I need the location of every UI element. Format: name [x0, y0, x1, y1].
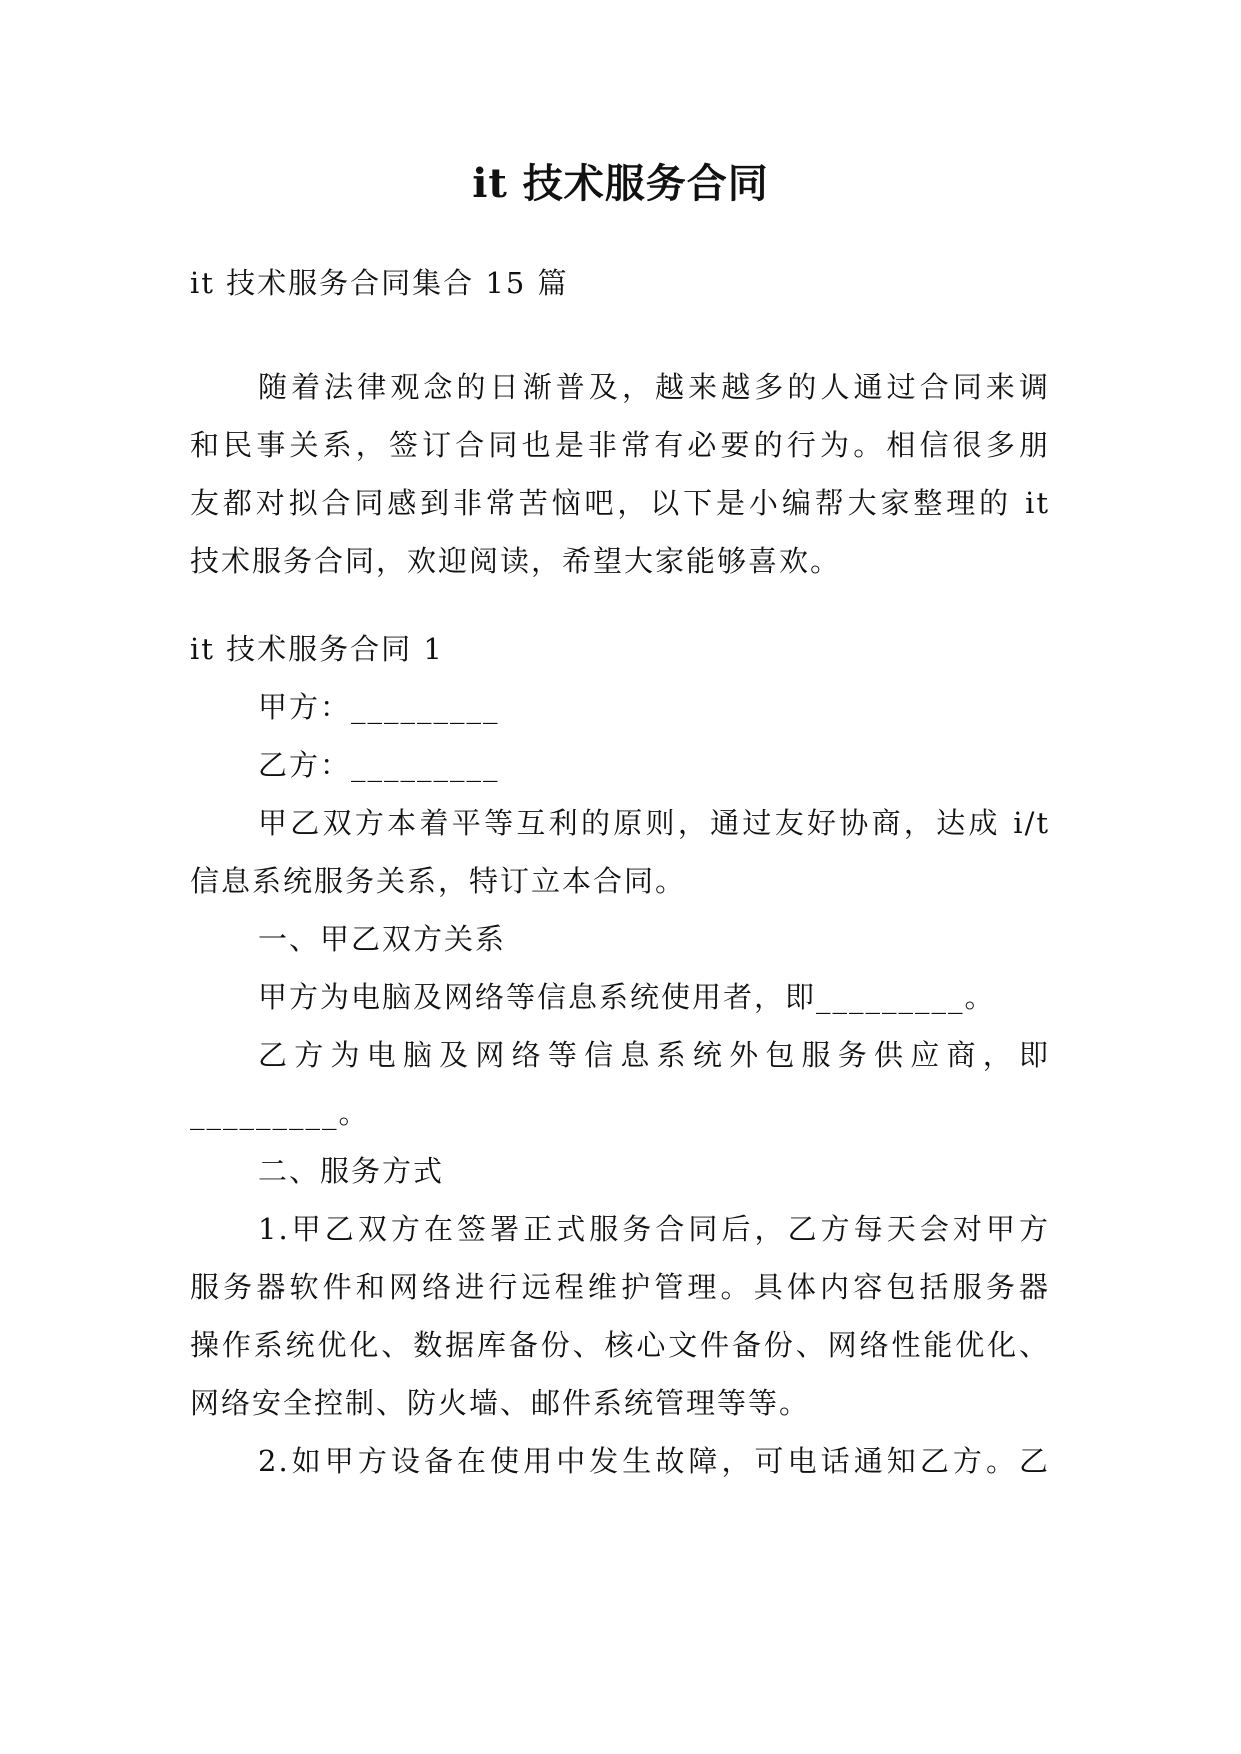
clause2-item2-line: 2.如甲方设备在使用中发生故障，可电话通知乙方。乙 — [258, 1444, 1050, 1478]
clause1-party-a: 甲方为电脑及网络等信息系统使用者，即_________。 — [258, 980, 996, 1014]
clause2-item1-line: 服务器软件和网络进行远程维护管理。具体内容包括服务器 — [190, 1270, 1050, 1304]
principle-line: 信息系统服务关系，特订立本合同。 — [190, 864, 687, 898]
intro-line: 和民事关系，签订合同也是非常有必要的行为。相信很多朋 — [190, 428, 1050, 462]
document-subtitle — [190, 254, 1050, 312]
contract-body — [190, 620, 1050, 1490]
document-title: it 技术服务合同 — [472, 160, 769, 207]
clause1-heading: 一、甲乙双方关系 — [258, 922, 507, 956]
principle-line: 甲乙双方本着平等互利的原则，通过友好协商，达成 i/t — [258, 806, 1050, 840]
clause2-item1-line: 1.甲乙双方在签署正式服务合同后，乙方每天会对甲方 — [258, 1212, 1050, 1246]
clause1-party-b-line: _________。 — [190, 1096, 370, 1130]
clause2-heading: 二、服务方式 — [258, 1154, 445, 1188]
intro-line: 随着法律观念的日渐普及，越来越多的人通过合同来调 — [258, 370, 1050, 404]
clause2-item1-line: 操作系统优化、数据库备份、核心文件备份、网络性能优化、 — [190, 1328, 1050, 1362]
party-b-line: 乙方：_________ — [258, 748, 500, 782]
intro-paragraph — [190, 358, 1050, 590]
intro-line: 友都对拟合同感到非常苦恼吧，以下是小编帮大家整理的 it — [190, 486, 1050, 520]
clause2-item1-line: 网络安全控制、防火墙、邮件系统管理等等。 — [190, 1386, 811, 1420]
section-heading: it 技术服务合同 1 — [190, 632, 444, 666]
party-a-line: 甲方：_________ — [258, 690, 500, 724]
intro-line: 技术服务合同，欢迎阅读，希望大家能够喜欢。 — [190, 544, 842, 578]
subtitle-text: it 技术服务合同集合 15 篇 — [190, 266, 569, 300]
clause1-party-b-line: 乙方为电脑及网络等信息系统外包服务供应商，即 — [258, 1038, 1050, 1072]
